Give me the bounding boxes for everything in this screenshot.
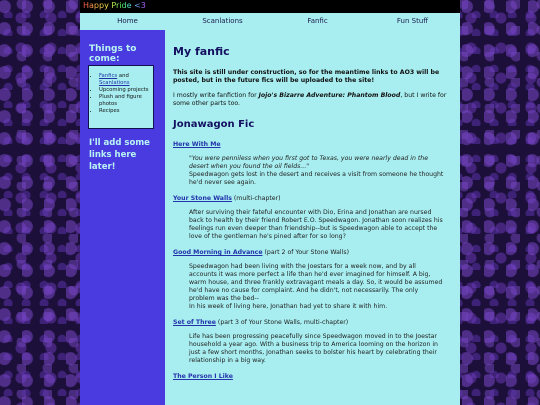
fic-entry bbox=[173, 195, 453, 241]
fic-summary-line: Life has been progressing peacefully since Speedwagon moved in to the Joestar household a year ago. With a business trip to America looming on the horizon in just a few short months, Jonathan seeks to bolster his heart by celebrating their relationship in a big way. bbox=[189, 333, 438, 364]
section-title: Jonawagon Fic bbox=[173, 119, 255, 130]
list-item: • Plush and figure photos bbox=[99, 94, 150, 108]
nav-fun-stuff[interactable]: Fun Stuff bbox=[396, 17, 429, 25]
things-to-come-list bbox=[92, 73, 150, 115]
page-title: My fanfic bbox=[173, 45, 230, 58]
sidebar-note: I'll add some links here later! bbox=[89, 138, 150, 172]
fic-note: (part 3 of Your Stone Walls, multi-chapter) bbox=[215, 319, 349, 326]
fic-note: (multi-chapter) bbox=[231, 195, 281, 202]
fic-entry bbox=[173, 373, 453, 381]
main-nav bbox=[80, 13, 460, 30]
fic-note: (part 2 of Your Stone Walls) bbox=[262, 249, 349, 256]
intro-pre: I mostly write fanfiction for bbox=[173, 92, 259, 99]
fic-entry bbox=[173, 319, 453, 365]
things-to-come-box bbox=[88, 65, 154, 129]
list-item bbox=[99, 73, 150, 87]
sidebar bbox=[80, 30, 165, 405]
fic-entry bbox=[173, 249, 453, 311]
fic-summary bbox=[189, 209, 444, 241]
fic-summary-line: Speedwagon gets lost in the desert and receives a visit from someone he thought he'd never see again. bbox=[189, 171, 444, 186]
intro-fandom: Jojo's Bizarre Adventure: Phantom Blood bbox=[258, 92, 401, 99]
nav-home[interactable]: Home bbox=[117, 17, 138, 25]
fic-entry bbox=[173, 141, 453, 187]
site-title: Happy Pride <3 bbox=[83, 1, 146, 10]
main-content bbox=[165, 30, 460, 405]
nav-scanlations[interactable]: Scanlations bbox=[202, 17, 243, 25]
fic-link[interactable]: Your Stone Walls bbox=[173, 195, 232, 202]
sidebar-heading: Things to come: bbox=[89, 44, 137, 64]
fic-summary bbox=[189, 263, 444, 311]
fic-summary-line: Speedwagon had been living with the Joestars for a week now, and by all accounts it was more perfect a life than he'd ever imagined for himself. A big, warm house, and three frankly extravagant meals a day. So, it would be assumed he'd have no cause for complaint. And he didn't, not necessarily. The only problem was the bed-- bbox=[189, 263, 443, 302]
list-item: • Recipes bbox=[99, 108, 150, 115]
fic-quote: "You were penniless when you first got to Texas, you were nearly dead in the desert when you found the oil fields..." bbox=[189, 155, 429, 170]
fanfics-link[interactable]: Fanfics bbox=[99, 73, 118, 79]
fic-link[interactable]: Here With Me bbox=[173, 141, 221, 148]
fic-link[interactable]: Set of Three bbox=[173, 319, 216, 326]
intro-post: , but I write for some other parts too. bbox=[173, 92, 447, 107]
intro-text bbox=[173, 92, 453, 108]
fic-summary-line: After surviving their fateful encounter with Dio, Erina and Jonathan are nursed back to health by their friend Robert E.O. Speedwagon. Jonathan soon realizes his feelings run even deeper than friendship--but is Speedwagon able to accept the love of the gentleman he's pined after for so long? bbox=[189, 209, 443, 240]
fic-link[interactable]: Good Morning in Advance bbox=[173, 249, 263, 256]
fic-summary bbox=[189, 333, 444, 365]
construction-notice: This site is still under construction, so for the meantime links to AO3 will be posted, but in the future fics will be uploaded to the site! bbox=[173, 69, 440, 84]
top-bar bbox=[80, 0, 460, 13]
fic-link[interactable]: The Person I Like bbox=[173, 373, 233, 380]
fic-summary-line: In his week of living here, Jonathan had yet to share it with him. bbox=[189, 303, 388, 310]
nav-fanfic[interactable]: Fanfic bbox=[307, 17, 328, 25]
list-separator: and bbox=[117, 73, 129, 79]
scanlations-link[interactable]: Scanlations bbox=[99, 80, 130, 86]
list-item: • Upcoming projects bbox=[99, 87, 150, 94]
fic-summary bbox=[189, 155, 444, 187]
